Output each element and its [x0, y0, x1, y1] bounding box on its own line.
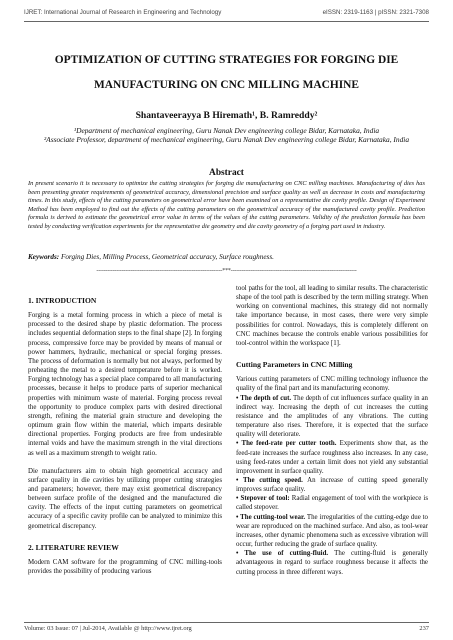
literature-paragraph: Modern CAM software for the programming of CNC milling-tools provides the possibility of producing various — [28, 558, 222, 576]
abstract-heading: Abstract — [209, 168, 244, 178]
list-item-lead: • The use of cutting-fluid. — [236, 550, 329, 558]
list-item — [236, 513, 428, 550]
list-item-text: The depth of cut influences surface quality in an indirect way. Increasing the depth of cut increases the cutting resistance and the amplitudes of any vibrations. The cutting temperature also rises. Therefore, it is expected that the surface quality will deteriorate. — [236, 394, 428, 439]
left-column — [28, 284, 222, 576]
affiliations — [36, 126, 417, 144]
intro-paragraph-1: Forging is a metal forming process in which a piece of metal is processed to the desired shape by plastic deformation. The process includes sequential deformation steps to the final shape [2]. In forging process, compressive force may be provided by means of manual or power hammers, hydraulic, mechanical or special forging presses. The process of deformation is normally but not always, performed by preheating the metal to a desired temperature before it is worked. Forging technology has a special place compared to all manufacturing processes, because it helps to produce parts of superior mechanical properties with minimum waste of material. Forging process reveal the opportunity to produce complex parts with desired directional strength, refining the material grain structure and developing the optimum grain flow within the material, which imparts desirable directional properties. Forging products are free from undesirable internal voids and have the maximum strength in the vital directions as well as a maximum strength to weight ratio. — [28, 312, 222, 457]
author-list: Shantaveerayya B Hiremath¹, B. Ramreddy² — [135, 110, 318, 121]
right-column — [236, 284, 428, 577]
list-item-lead: • The cutting speed. — [236, 476, 303, 484]
list-item-text: The irregularities of the cutting-edge due to wear are reproduced on the machined surface. And also, as tool-wear increases, other dynamic phenomena such as excessive vibration will occur, further reducing the grade of surface quality. — [236, 513, 428, 549]
running-header — [24, 9, 429, 21]
section-heading-literature: 2. LITERATURE REVIEW — [28, 542, 119, 552]
page-footer — [24, 625, 429, 632]
paper-title: OPTIMIZATION OF CUTTING STRATEGIES FOR FORGING DIE MANUFACTURING ON CNC MILLING MACHINE — [54, 54, 399, 91]
keywords — [28, 253, 425, 261]
list-item-text: Radial engagement of tool with the workpiece is called stepover. — [236, 495, 428, 512]
list-item-text: The cutting-fluid is generally advantageous in regard to surface roughness because it affects the cutting process in three different ways. — [236, 550, 428, 576]
affiliation-1: ¹Department of mechanical engineering, Guru Nanak Dev engineering college Bidar, Karnataka, India — [73, 126, 380, 135]
separator-line: ----------------------------------------------------------------------***---------------------------------------------------------------------- — [96, 268, 357, 274]
intro-paragraph-2: Die manufacturers aim to obtain high geometrical accuracy and surface quality in die cavities by utilizing proper cutting strategies and parameters; however, there may exist geometrical discrepancy between surface profile of the designed and the manufactured die cavity. The effects of the input cutting parameters on geometrical accuracy of a specific cavity profile can be analyzed to minimize this geometrical discrepancy. — [28, 467, 222, 530]
footer-volume-info: Volume: 03 Issue: 07 | Jul-2014, Available @ http://www.ijret.org — [24, 625, 192, 632]
list-item — [236, 549, 428, 576]
list-item-text: Experiments show that, as the feed-rate increases the surface roughness also increases. In any case, using feed-rates under a certain limit does not yield any substantial improvement in surface quality. — [236, 440, 428, 475]
journal-name: IJRET: International Journal of Research in Engineering and Technology — [24, 9, 222, 16]
section-heading-introduction: 1. INTRODUCTION — [28, 296, 97, 305]
list-item — [236, 394, 428, 440]
affiliation-2: ²Associate Professor, department of mechanical engineering, Guru Nanak Dev engineering college Bidar, Karnataka, India — [43, 135, 410, 145]
footer-rule — [24, 622, 429, 623]
keywords-label: Keywords: — [28, 253, 60, 261]
keywords-text: Forging Dies, Milling Process, Geometrical accuracy, Surface roughness. — [59, 253, 274, 261]
issn-text: eISSN: 2319-1163 | pISSN: 2321-7308 — [322, 9, 429, 16]
list-item-lead: • Stepover of tool: — [236, 495, 290, 503]
list-item — [236, 439, 428, 476]
section-heading-cutting-parameters: Cutting Parameters in CNC Milling — [236, 360, 353, 370]
literature-paragraph-cont: tool paths for the tool, all leading to similar results. The characteristic shape of the tool path is described by the term milling strategy. When working on conventional machines, this strategy did not normally take importance because, in most cases, there were very simple possibilities for control. Nowadays, this is completely different on CNC machines because the controls enable various possibilities for tool-control within the workspace [1]. — [236, 285, 428, 347]
page-number: 237 — [419, 625, 429, 632]
list-item — [236, 476, 428, 494]
list-item — [236, 494, 428, 512]
list-item-lead: • The cutting-tool wear. — [236, 513, 306, 521]
header-rule — [24, 21, 429, 22]
cutting-parameters-intro: Various cutting parameters of CNC milling technology influence the quality of the final part and its manufacturing economy. — [236, 376, 428, 393]
list-item-text: An increase of cutting speed generally improves surface quality. — [236, 476, 428, 494]
list-item-lead: • The depth of cut. — [236, 394, 292, 402]
abstract-text: In present scenario it is necessary to optimize the cutting strategies for forging die manufacturing on CNC milling machines. Manufacturing of dies has been presenting greater requirements of geometrical accuracy, dimensional precision and surface quality as well as decrease in costs and manufacturing times. In this study, effects of the cutting parameters on geometrical error have been examined on a representative die cavity profile. Design of Experiment Method has been employed to find out the effects of the cutting parameters on the geometrical accuracy of the manufactured cavity profile. Prediction formula is derived to estimate the geometrical error value in terms of the values of the cutting parameters. Validity of the prediction formula has been tested by conducting verification experiments for the representative die geometry and die cavity geometry of a forging part used in industry. — [28, 180, 425, 230]
list-item-lead: • The feed-rate per cutter tooth. — [236, 440, 337, 448]
